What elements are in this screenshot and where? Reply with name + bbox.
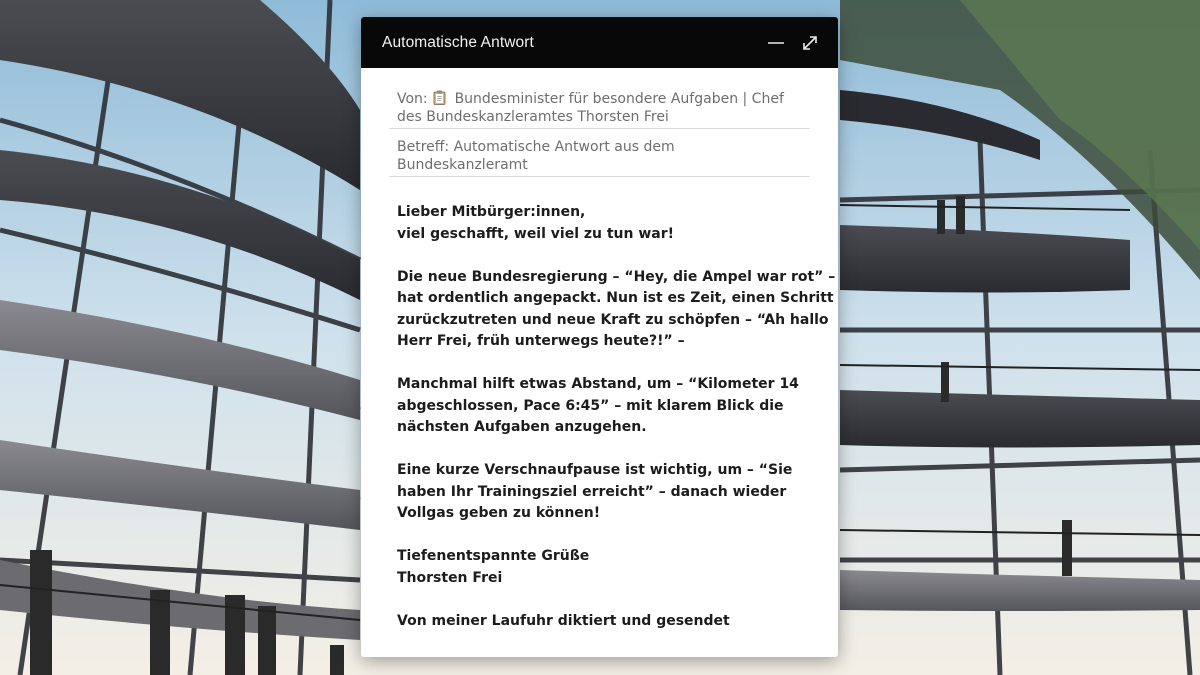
paragraph (397, 460, 810, 525)
window-title: Automatische Antwort (382, 33, 534, 51)
body-line: zurückzutreten und neue Kraft zu schöpfen – “Ah hallo (397, 311, 829, 328)
body-line: Herr Frei, früh unterwegs heute?!” – (397, 333, 685, 349)
from-sender-line2: des Bundeskanzleramtes Thorsten Frei (397, 109, 669, 125)
paragraph-greeting (397, 202, 810, 245)
subject-line1: Betreff: Automatische Antwort aus dem (397, 139, 675, 155)
body-line: Eine kurze Verschnaufpause ist wichtig, um – “Sie (397, 462, 793, 478)
body-line: Vollgas geben zu können! (397, 505, 601, 521)
paragraph-signature (397, 546, 810, 589)
body-line: Lieber Mitbürger:innen, (397, 204, 586, 220)
body-line: hat ordentlich angepackt. Nun ist es Zeit, einen Schritt (397, 290, 834, 306)
paragraph (397, 267, 836, 353)
subject-line2: Bundeskanzleramt (397, 157, 528, 173)
body-line: Tiefenentspannte Grüße (397, 548, 590, 564)
mail-header (361, 68, 838, 177)
body-line: abgeschlossen, Pace 6:45” – mit klarem Blick die (397, 397, 784, 414)
body-line: Von meiner Laufuhr diktiert und gesendet (397, 612, 730, 629)
paragraph (397, 374, 810, 439)
from-field (389, 90, 810, 128)
body-line: Thorsten Frei (397, 569, 503, 586)
body-line: nächsten Aufgaben anzugehen. (397, 419, 647, 435)
body-line: Die neue Bundesregierung – “Hey, die Ampel war rot” – (397, 268, 836, 285)
window-controls (766, 33, 820, 53)
from-label: Von: (397, 91, 428, 107)
auto-reply-window (361, 17, 838, 657)
window-titlebar (361, 17, 838, 68)
minimize-icon[interactable] (766, 33, 786, 53)
body-line: haben Ihr Trainingsziel erreicht” – danach wieder (397, 483, 787, 500)
subject-field (389, 129, 810, 176)
expand-icon[interactable] (800, 33, 820, 53)
body-line: viel geschafft, weil viel zu tun war! (397, 225, 675, 242)
paragraph-footer (397, 611, 810, 633)
clipboard-icon (433, 90, 446, 105)
from-sender-line1: Bundesminister für besondere Aufgaben | Chef (454, 91, 784, 107)
body-line: Manchmal hilft etwas Abstand, um – “Kilometer 14 (397, 376, 799, 392)
mail-body (361, 177, 838, 632)
